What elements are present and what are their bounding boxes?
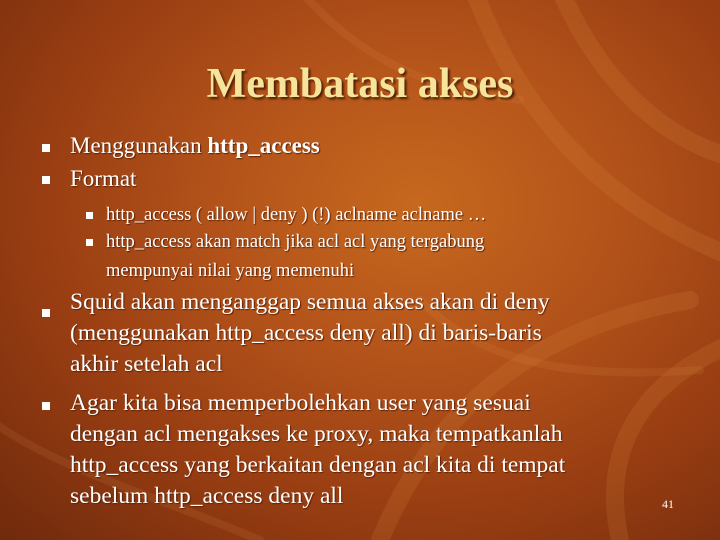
bullet-text: Format: [70, 166, 137, 191]
paragraph-line: http_access yang berkaitan dengan acl kita di tempat: [70, 452, 566, 478]
bullet-text-bold: http_access: [207, 133, 320, 158]
paragraph-line: (menggunakan http_access deny all) di baris-baris: [70, 320, 542, 346]
bullet-marker: [42, 176, 50, 184]
bullet-text-plain: Menggunakan: [70, 133, 208, 158]
paragraph-line: Squid akan menganggap semua akses akan di deny: [70, 289, 550, 315]
sub-bullet-marker: [86, 212, 93, 219]
paragraph-line: akhir setelah acl: [70, 351, 223, 377]
paragraph-line: dengan acl mengakses ke proxy, maka tempatkanlah: [70, 421, 563, 447]
sub-bullet-text: http_access ( allow | deny ) (!) aclname aclname …: [106, 205, 487, 225]
sub-bullet-marker: [86, 239, 93, 246]
bullet-marker: [42, 402, 50, 410]
paragraph-line: sebelum http_access deny all: [70, 483, 344, 509]
slide-title: Membatasi akses: [206, 61, 514, 107]
sub-bullet-text: http_access akan match jika acl acl yang tergabung: [106, 232, 485, 252]
page-number: 41: [662, 497, 674, 511]
sub-bullet-text: mempunyai nilai yang memenuhi: [106, 261, 355, 281]
paragraph-line: Agar kita bisa memperbolehkan user yang sesuai: [70, 390, 531, 416]
bullet-marker: [42, 144, 50, 152]
bullet-marker: [42, 309, 50, 317]
bullet-text: [70, 132, 320, 160]
